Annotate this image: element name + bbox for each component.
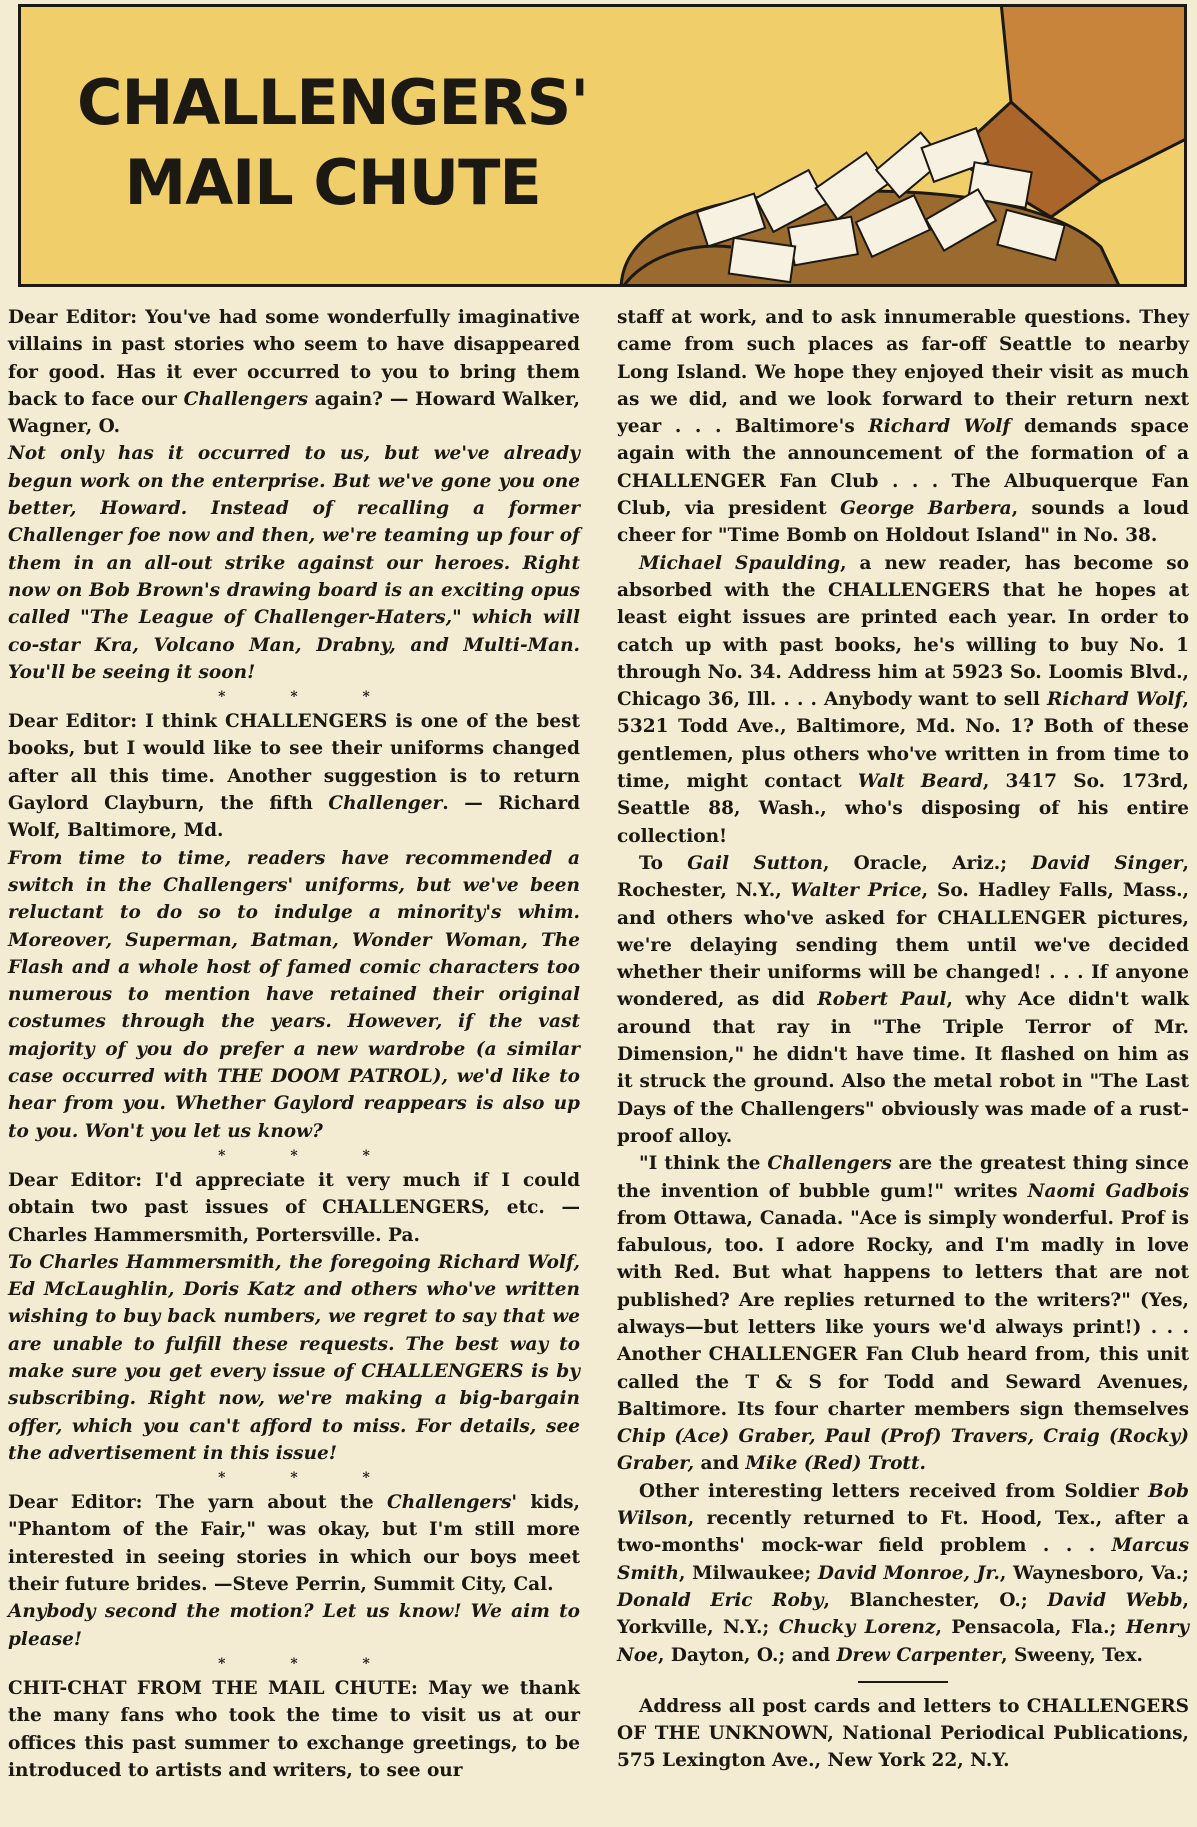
mail-chute-illustration [581, 7, 1187, 287]
gadbois-paragraph: "I think the Challengers are the greatest thing since the invention of bubble gum!" writes Naomi Gadbois from Ottawa, Canada. "Ace is simply wonderful. Prof is fabulous, too. I adore Rocky, and I'm madly in love with Red. But what happens to letters that are not published? Are replies returned to the writers?" (Yes, always—but letters like yours we'd always print!) . . . Another CHALLENGER Fan Club heard from, this unit called the T & S for Todd and Seward Avenues, Baltimore. Its four charter members sign themselves Chip (Ace) Graber, Paul (Prof) Travers, Craig (Rocky) Graber, and Mike (Red) Trott. [617, 1153, 1189, 1475]
title-line-1: CHALLENGERS' [77, 66, 589, 139]
header-banner [18, 4, 1187, 287]
letter-walker: Dear Editor: You've had some wonderfully imaginative villains in past stories who seem to have disappeared for good. Has it ever occurred to you to bring them back to face our Challengers again? — Howard Walker, Wagner, O. [8, 307, 580, 438]
separator: * * * [218, 1655, 400, 1672]
mailing-address: Address all post cards and letters to CHALLENGERS OF THE UNKNOWN, National Periodical Publications, 575 Lexington Ave., New York 22, N.Y. [617, 1695, 1189, 1772]
separator: * * * [218, 1147, 400, 1164]
page-title [77, 63, 588, 223]
pictures-paragraph: To Gail Sutton, Oracle, Ariz.; David Singer, Rochester, N.Y., Walter Price, So. Hadley Falls, Mass., and others who've asked for CHALLENGER pictures, we're delaying sending them until we've decided whether their uniforms will be changed! . . . If anyone wondered, as did Robert Paul, why Ace didn't walk around that ray in "The Triple Terror of Mr. Dimension," he didn't have time. It flashed on him as it struck the ground. Also the metal robot in "The Last Days of the Challengers" obviously was made of a rust-proof alloy. [617, 852, 1189, 1147]
chit-chat: CHIT-CHAT FROM THE MAIL CHUTE: May we thank the many fans who took the time to visit us at our offices this past summer to exchange greetings, to be introduced to artists and writers, to see our [8, 1677, 580, 1781]
other-letters-paragraph: Other interesting letters received from Soldier Bob Wilson, recently returned to Ft. Hood, Tex., after a two-months' mock-war field problem . . . Marcus Smith, Milwaukee; David Monroe, Jr., Waynesboro, Va.; Donald Eric Roby, Blanchester, O.; David Webb, Yorkville, N.Y.; Chucky Lorenz, Pensacola, Fla.; Henry Noe, Dayton, O.; and Drew Carpenter, Sweeny, Tex. [617, 1480, 1190, 1666]
title-line-2: MAIL CHUTE [124, 146, 541, 219]
separator: * * * [218, 1470, 400, 1487]
reply-perrin: Anybody second the motion? Let us know! We aim to please! [8, 1601, 580, 1650]
spaulding-paragraph: Michael Spaulding, a new reader, has become so absorbed with the CHALLENGERS that he hopes at least eight issues are printed each year. In order to catch up with past books, he's willing to buy No. 1 through No. 34. Address him at 5923 So. Loomis Blvd., Chicago 36, Ill. . . . Anybody want to sell Richard Wolf, 5321 Todd Ave., Baltimore, Md. No. 1? Both of these gentlemen, plus others who've written in from time to time, might contact Walt Beard, 3417 So. 173rd, Seattle 88, Wash., who's disposing of his entire collection! [617, 552, 1189, 847]
reply-walker: Not only has it occurred to us, but we've already begun work on the enterprise. But we've gone you one better, Howard. Instead of recalling a former Challenger foe now and then, we're teaming up four of them in an all-out strike against our heroes. Right now on Bob Brown's drawing board is an exciting opus called "The League of Challenger-Haters," which will co-star Kra, Volcano Man, Drabny, and Multi-Man. You'll be seeing it soon! [8, 443, 580, 683]
reply-wolf: From time to time, readers have recommended a switch in the Challengers' uniforms, but we've been reluctant to do so to indulge a minority's whim. Moreover, Superman, Batman, Wonder Woman, The Flash and a whole host of famed comic characters too numerous to mention have retained their original costumes through the years. However, if the vast majority of you do prefer a new wardrobe (a similar case occurred with THE DOOM PATROL), we'd like to hear from you. Whether Gaylord reappears is also up to you. Won't you let us know? [8, 847, 580, 1142]
letter-wolf: Dear Editor: I think CHALLENGERS is one of the best books, but I would like to see their uniforms changed after all this time. Another suggestion is to return Gaylord Clayburn, the fifth Challenger. — Richard Wolf, Baltimore, Md. [8, 711, 580, 842]
left-column [8, 304, 580, 1784]
separator: * * * [218, 689, 400, 706]
right-column [617, 304, 1189, 1775]
letter-perrin: Dear Editor: The yarn about the Challengers' kids, "Phantom of the Fair," was okay, but I'm still more interested in seeing stories in which our boys meet their future brides. —Steve Perrin, Summit City, Cal. [8, 1492, 580, 1596]
chit-chat-continued: staff at work, and to ask innumerable questions. They came from such places as far-off Seattle to nearby Long Island. We hope they enjoyed their visit as much as we did, and we look forward to their return next year . . . Baltimore's Richard Wolf demands space again with the announcement of the formation of a CHALLENGER Fan Club . . . The Albuquerque Fan Club, via president George Barbera, sounds a loud cheer for "Time Bomb on Holdout Island" in No. 38. [617, 307, 1190, 547]
divider [858, 1681, 948, 1683]
letter-hammersmith: Dear Editor: I'd appreciate it very much if I could obtain two past issues of CHALLENGERS, etc. — Charles Hammersmith, Portersville. Pa. [8, 1169, 580, 1246]
reply-hammersmith: To Charles Hammersmith, the foregoing Richard Wolf, Ed McLaughlin, Doris Katz and others who've written wishing to buy back numbers, we regret to say that we are unable to fulfill these requests. The best way to make sure you get every issue of CHALLENGERS is by subscribing. Right now, we're making a big-bargain offer, which you can't afford to miss. For details, see the advertisement in this issue! [8, 1251, 580, 1464]
